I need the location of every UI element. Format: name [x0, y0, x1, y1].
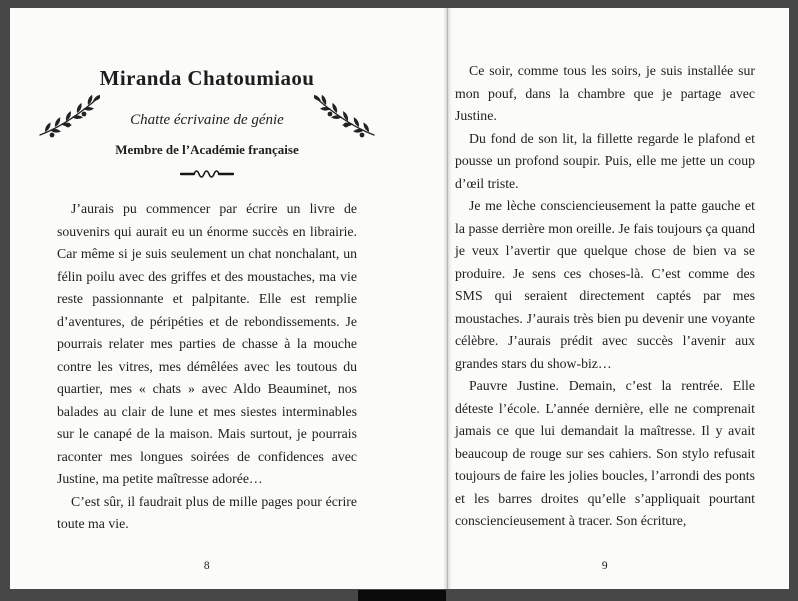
left-page-text	[57, 198, 357, 536]
paragraph: C’est sûr, il faudrait plus de mille pages pour écrire toute ma vie.	[57, 493, 357, 531]
left-page	[10, 8, 448, 589]
chapter-title: Miranda Chatoumiaou	[99, 66, 315, 90]
book-spread	[10, 8, 789, 589]
chapter-subtitle: Chatte écrivaine de génie	[130, 112, 284, 128]
paragraph: Du fond de son lit, la fillette regarde le plafond et pousse un profond soupir. Puis, elle me jette un coup d’œil triste.	[455, 130, 755, 191]
paragraph: J’aurais pu commencer par écrire un livre de souvenirs qui aurait eu un énorme succès en librairie. Car même si je suis seulement un chat nonchalant, un félin poilu avec des griffes et des moustaches, ma vie reste passionnante et palpitante. Elle est remplie d’aventures, de péripéties et de rebondissements. Je pourrais relater mes parties de chasse à la mouche contre les vitres, mes démêlées avec les toutous du quartier, mes « chats » avec Aldo Beauminet, nos balades au clair de lune et mes siestes interminables sur le canapé de la maison. Mais surtout, je pourrais raconter mes longues soirées de confidences avec Justine, ma petite maîtresse adorée…	[57, 201, 357, 486]
chapter-affiliation: Membre de l’Académie française	[115, 142, 299, 157]
right-page	[448, 8, 789, 589]
paragraph: Je me lèche consciencieusement la patte gauche et la passe derrière mon oreille. Je fais toujours ça quand je veux l’avertir que quelque chose de bien va se produire. Je sens ces choses-là. C’est comme des SMS qui seraient directement captés par mes moustaches. J’aurais très bien pu devenir une voyante célèbre. J’aurais prédit avec succès l’avenir aux grandes stars du show-biz…	[455, 198, 755, 371]
book-spine-shadow	[358, 590, 446, 601]
page-number-right: 9	[601, 560, 609, 572]
page-number-left: 8	[203, 560, 211, 572]
squiggle-divider-icon	[180, 168, 234, 180]
paragraph: Pauvre Justine. Demain, c’est la rentrée. Elle déteste l’école. L’année dernière, elle ne comprenait jamais ce que lui demandait la maîtresse. Il y avait beaucoup de rouge sur ses cahiers. Son stylo refusait toujours de faire les jolies boucles, l’arrondi des ponts et les barres droites qu’elle s’appliquait pourtant consciencieusement à tracer. Son écriture,	[455, 378, 755, 528]
paragraph: Ce soir, comme tous les soirs, je suis installée sur mon pouf, dans la chambre que je partage avec Justine.	[455, 63, 755, 123]
right-page-text	[455, 60, 755, 533]
page-gutter-fold	[443, 8, 452, 589]
